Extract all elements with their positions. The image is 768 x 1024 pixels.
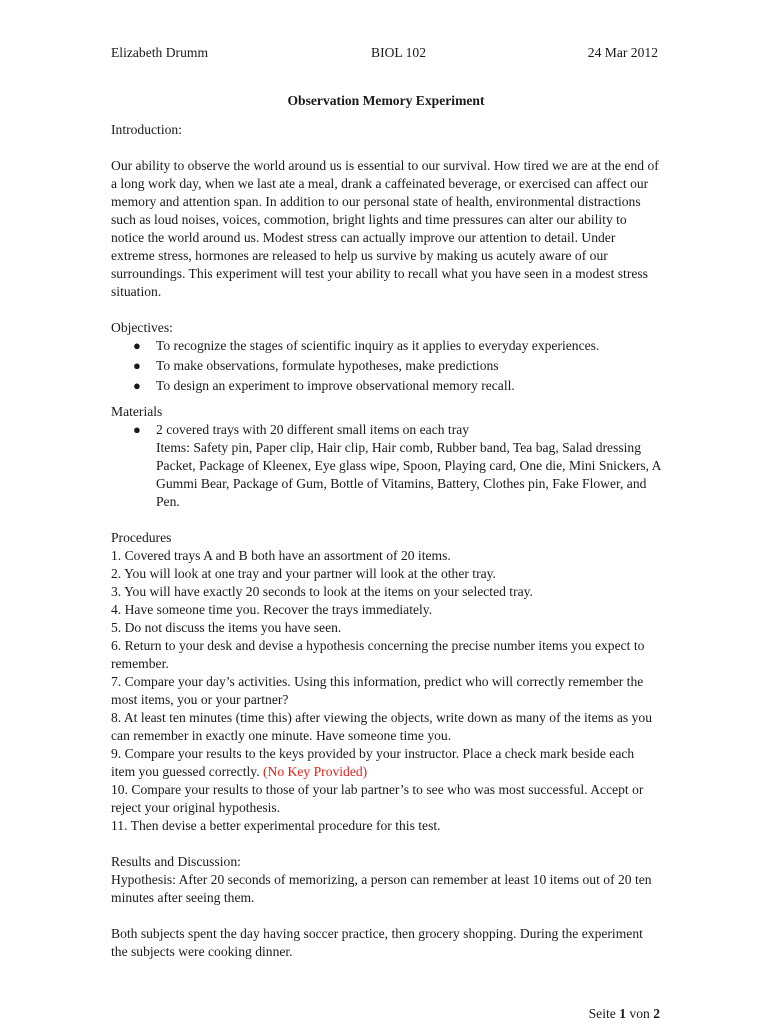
list-item: ● To design an experiment to improve observational memory recall. bbox=[133, 378, 515, 393]
materials-list bbox=[111, 421, 661, 439]
materials-heading: Materials bbox=[111, 404, 163, 419]
header-course: BIOL 102 bbox=[371, 45, 426, 60]
objectives-list bbox=[111, 337, 661, 395]
procedure-step: 1. Covered trays A and B both have an assortment of 20 items. bbox=[111, 548, 451, 563]
objectives-heading: Objectives: bbox=[111, 320, 173, 335]
procedure-step: 8. At least ten minutes (time this) after viewing the objects, write down as many of the items as you can remember in exactly one minute. Have someone time you. bbox=[111, 710, 652, 743]
introduction-text: Our ability to observe the world around us is essential to our survival. How tired we are at the end of a long work day, when we last ate a meal, drank a caffeinated beverage, or exercised can affect our memory and attention span. In addition to our personal state of health, environmental distractions such as loud noises, voices, commotion, bright lights and time pressures can alter our ability to notice the world around us. Modest stress can actually improve our attention to detail. Under extreme stress, hormones are released to help us survive by making us acutely aware of our surroundings. This experiment will test your ability to recall what you have seen in a modest stress situation. bbox=[111, 158, 659, 299]
procedure-step: 11. Then devise a better experimental procedure for this test. bbox=[111, 818, 441, 833]
materials-items: Items: Safety pin, Paper clip, Hair clip, Hair comb, Rubber band, Tea bag, Salad dressing Packet, Package of Kleenex, Eye glass wipe, Spoon, Playing card, One die, Mini Snickers, A Gummi Bear, Package of Gum, Bottle of Vitamins, Battery, Clothes pin, Fake Flower, and Pen. bbox=[156, 440, 661, 509]
procedure-step: 10. Compare your results to those of your lab partner’s to see who was most successful. Accept or reject your original hypothesis. bbox=[111, 782, 644, 815]
document-title: Observation Memory Experiment bbox=[287, 93, 485, 108]
procedure-step: 6. Return to your desk and devise a hypothesis concerning the precise number items you expect to remember. bbox=[111, 638, 645, 671]
page-header bbox=[111, 44, 661, 66]
introduction-heading: Introduction: bbox=[111, 122, 182, 137]
header-date: 24 Mar 2012 bbox=[587, 45, 658, 60]
bullet-icon: ● bbox=[133, 338, 141, 353]
procedure-step: 5. Do not discuss the items you have seen. bbox=[111, 620, 342, 635]
procedure-step: 7. Compare your day’s activities. Using this information, predict who will correctly remember the most items, you or your partner? bbox=[111, 674, 644, 707]
hypothesis-text: Hypothesis: After 20 seconds of memorizing, a person can remember at least 10 items out of 20 ten minutes after seeing them. bbox=[111, 872, 652, 905]
page-number: Seite 1 von 2 bbox=[588, 1006, 660, 1021]
list-item: ● To recognize the stages of scientific inquiry as it applies to everyday experiences. bbox=[133, 338, 600, 353]
no-key-note: (No Key Provided) bbox=[263, 764, 368, 779]
procedure-step: 4. Have someone time you. Recover the trays immediately. bbox=[111, 602, 433, 617]
procedure-step: 3. You will have exactly 20 seconds to look at the items on your selected tray. bbox=[111, 584, 533, 599]
results-paragraph: Both subjects spent the day having soccer practice, then grocery shopping. During the experiment the subjects were cooking dinner. bbox=[111, 926, 643, 959]
header-author: Elizabeth Drumm bbox=[111, 45, 209, 60]
procedures-heading: Procedures bbox=[111, 530, 172, 545]
procedure-step: 2. You will look at one tray and your partner will look at the other tray. bbox=[111, 566, 496, 581]
list-item: ● 2 covered trays with 20 different small items on each tray bbox=[133, 422, 470, 437]
results-heading: Results and Discussion: bbox=[111, 854, 241, 869]
bullet-icon: ● bbox=[133, 422, 141, 437]
bullet-icon: ● bbox=[133, 358, 141, 373]
list-item: ● To make observations, formulate hypotheses, make predictions bbox=[133, 358, 499, 373]
procedure-step: 9. Compare your results to the keys provided by your instructor. Place a check mark beside each item you guessed correctly. (No Key Provided) bbox=[111, 746, 635, 779]
procedures-list bbox=[111, 547, 661, 835]
bullet-icon: ● bbox=[133, 378, 141, 393]
document-body bbox=[111, 44, 661, 961]
